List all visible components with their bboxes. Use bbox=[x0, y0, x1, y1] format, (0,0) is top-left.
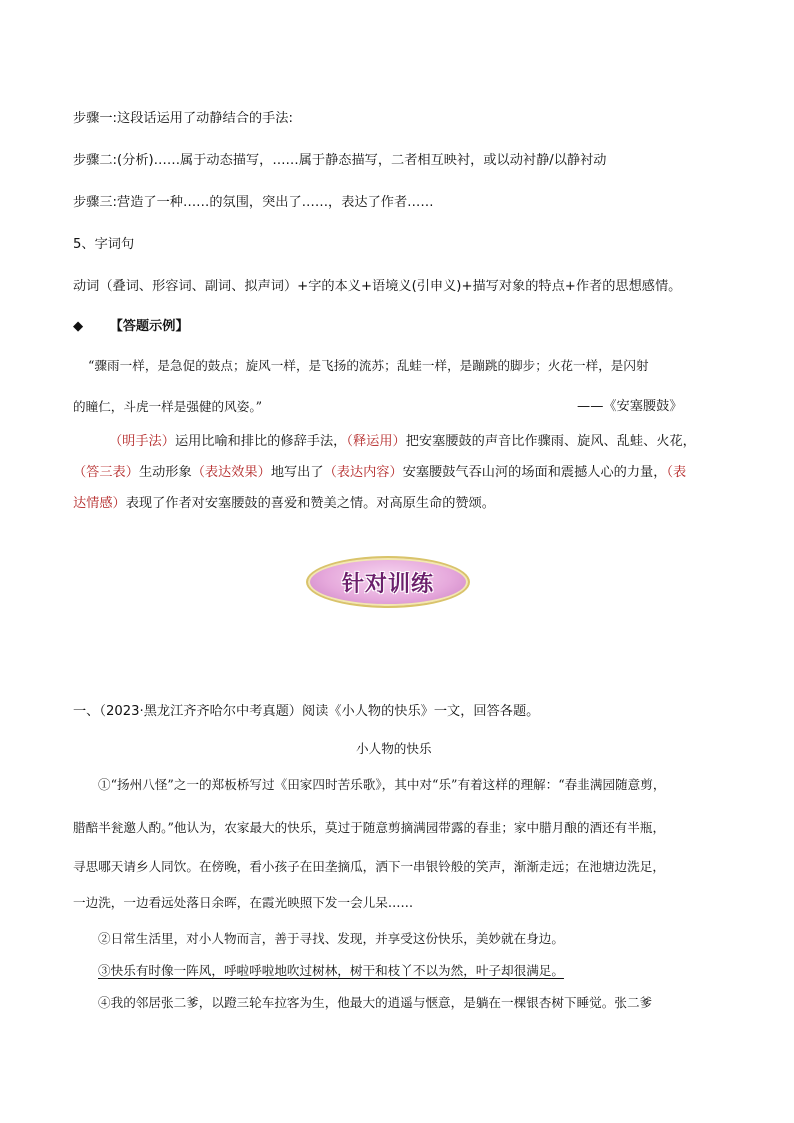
paragraph-1-line-1: ①“扬州八怪”之一的郑板桥写过《田家四时苦乐歌》，其中对“乐”有着这样的理解：“春韭满园随意剪， bbox=[98, 777, 666, 792]
example-header-label: 【答题示例】 bbox=[109, 319, 189, 334]
paragraph-2: ②日常生活里，对小人物而言，善于寻找、发现，并享受这份快乐，美妙就在身边。 bbox=[98, 931, 564, 946]
answer-tag-emotion-start: （表 bbox=[666, 465, 687, 480]
answer-tag-explain: （释运用） bbox=[346, 434, 406, 449]
answer-text: 运用比喻和排比的修辞手法， bbox=[174, 434, 347, 449]
answer-text: 生动形象 bbox=[138, 465, 192, 480]
answer-tag-three: （答三表） bbox=[73, 465, 139, 480]
example-header bbox=[73, 318, 189, 336]
badge-label: 针对训练 bbox=[341, 571, 434, 597]
answer-text: 表现了作者对安塞腰鼓的喜爱和赞美之情。对高原生命的赞颂。 bbox=[125, 496, 495, 511]
step-one: 步骤一:这段话运用了动静结合的手法: bbox=[73, 111, 293, 126]
answer-tag-effect: （表达效果） bbox=[191, 465, 271, 480]
answer-text: 地写出了 bbox=[270, 465, 324, 480]
paragraph-3-underlined: ③快乐有时像一阵风，呼啦呼啦地吹过树林，树干和枝丫不以为然，叶子却很满足。 bbox=[98, 963, 564, 978]
paragraph-4: ④我的邻居张二爹，以蹬三轮车拉客为生，他最大的逍遥与惬意，是躺在一棵银杏树下睡觉。张二爹 bbox=[98, 995, 653, 1010]
example-quote-line-1: “骤雨一样，是急促的鼓点；旋风一样，是飞扬的流苏；乱蛙一样，是蹦跳的脚步；火花一样，是闪射 bbox=[88, 358, 649, 373]
section-5-formula: 动词（叠词、形容词、副词、拟声词）+字的本义+语境义(引申义)+描写对象的特点+作者的思想感情。 bbox=[73, 279, 682, 294]
exercise-intro: 一、（2023·黑龙江齐齐哈尔中考真题）阅读《小人物的快乐》一文，回答各题。 bbox=[73, 704, 540, 719]
answer-tag-content: （表达内容） bbox=[323, 465, 403, 480]
example-answer-line-1 bbox=[109, 433, 696, 451]
example-quote-line-2: 的瞳仁，斗虎一样是强健的风姿。” bbox=[73, 399, 263, 414]
answer-tag-emotion-end: 达情感） bbox=[73, 496, 126, 511]
step-three: 步骤三:营造了一种……的氛围，突出了……，表达了作者…… bbox=[73, 195, 434, 210]
badge-oval bbox=[306, 556, 470, 608]
paragraph-1-line-3: 寻思哪天请乡人同饮。在傍晚，看小孩子在田垄摘瓜，洒下一串银铃般的笑声，渐渐走远；在池塘边洗足， bbox=[73, 859, 665, 874]
diamond-bullet-icon: ◆ bbox=[73, 319, 84, 334]
article-title: 小人物的快乐 bbox=[356, 741, 432, 756]
paragraph-1-line-4: 一边洗，一边看远处落日余晖，在霞光映照下发一会儿呆…… bbox=[73, 895, 414, 910]
example-answer-line-3 bbox=[73, 495, 495, 513]
example-source: ——《安塞腰鼓》 bbox=[577, 399, 683, 414]
example-answer-line-2 bbox=[73, 464, 686, 482]
paragraph-1-line-2: 腊醅半瓮邀人酌。”他认为，农家最大的快乐，莫过于随意剪摘满园带露的春韭；家中腊月酿的酒还有半瓶， bbox=[73, 820, 666, 835]
section-5-title: 5、字词句 bbox=[73, 237, 135, 252]
answer-text: 把安塞腰鼓的声音比作骤雨、旋风、乱蛙、火花， bbox=[405, 434, 696, 449]
answer-tag-method: （明手法） bbox=[109, 434, 175, 449]
answer-text: 安塞腰鼓气吞山河的场面和震撼人心的力量， bbox=[402, 465, 667, 480]
step-two: 步骤二:(分析)……属于动态描写，……属于静态描写，二者相互映衬，或以动衬静/以静衬动 bbox=[73, 153, 607, 168]
targeted-training-badge bbox=[306, 556, 468, 606]
